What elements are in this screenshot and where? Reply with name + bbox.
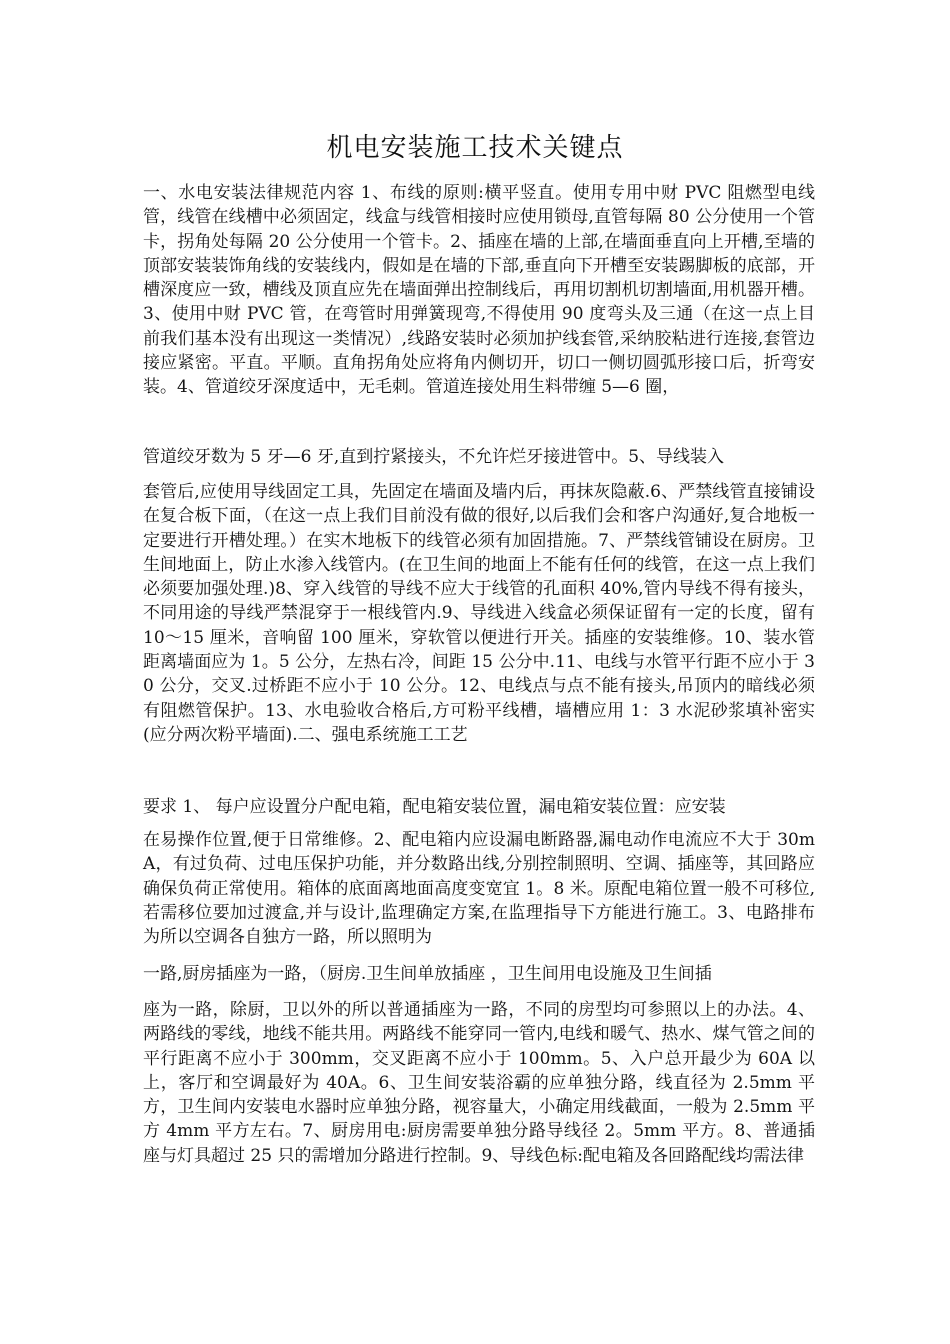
body-paragraph: 座为一路，除厨，卫以外的所以普通插座为一路，不同的房型均可参照以上的办法。4、两路线的零线，地线不能共用。两路线不能穿同一管内,电线和暖气、热水、煤气管之间的平行距离不应小于 300mm，交叉距离不应小于 100mm。5、入户总开最少为 60A 以上，客厅和空调最好为 40A。6、卫生间安装浴霸的应单独分路，线直径为 2.5mm 平方，卫生间内安装电水器时应单独分路，视容量大，小确定用线截面，一般为 2.5mm 平方 4mm 平方左右。7、厨房用电:厨房需要单独分路导线径 2。5mm 平方。8、普通插座与灯具超过 25 只的需增加分路进行控制。9、导线色标:配电箱及各回路配线均需法律 bbox=[143, 1000, 815, 1166]
body-paragraph: 一、水电安装法律规范内容 1、布线的原则:横平竖直。使用专用中财 PVC 阻燃型电线管，线管在线槽中必须固定，线盒与线管相接时应使用锁母,直管每隔 80 公分使用一个管卡，拐角处每隔 20 公分使用一个管卡。2、插座在墙的上部,在墙面垂直向上开槽,至墙的顶部安装装饰角线的安装线内，假如是在墙的下部,垂直向下开槽至安装踢脚板的底部，开槽深度应一致，槽线及顶直应先在墙面弹出控制线后，再用切割机切割墙面,用机器开槽。3、使用中财 PVC 管，在弯管时用弹簧现弯,不得使用 90 度弯头及三通（在这一点上目前我们基本没有出现这一类情况）,线路安装时必须加护线套管,采纳胶粘进行连接,套管边接应紧密。平直。平顺。直角拐角处应将角内侧切开，切口一侧切圆弧形接口后，折弯安装。4、管道绞牙深度适中，无毛刺。管道连接处用生料带缠 5—6 圈， bbox=[143, 183, 815, 398]
body-paragraph: 要求 1、 每户应设置分户配电箱，配电箱安装位置，漏电箱安装位置：应安装 bbox=[143, 797, 726, 817]
body-paragraph: 在易操作位置,便于日常维修。2、配电箱内应设漏电断路器,漏电动作电流应不大于 30mA，有过负荷、过电压保护功能，并分数路出线,分别控制照明、空调、插座等，其回路应确保负荷正常使用。箱体的底面离地面高度变宽宜 1。8 米。原配电箱位置一般不可移位,若需移位要加过渡盒,并与设计,监理确定方案,在监理指导下方能进行施工。3、电路排布为所以空调各自独方一路，所以照明为 bbox=[143, 830, 815, 948]
document-title: 机电安装施工技术关键点 bbox=[326, 133, 624, 163]
body-paragraph: 套管后,应使用导线固定工具，先固定在墙面及墙内后，再抹灰隐蔽.6、严禁线管直接铺设在复合板下面，（在这一点上我们目前没有做的很好,以后我们会和客户沟通好,复合地板一定要进行开槽处理。）在实木地板下的线管必须有加固措施。7、严禁线管铺设在厨房。卫生间地面上，防止水渗入线管内。(在卫生间的地面上不能有任何的线管，在这一点上我们必须要加强处理.)8、穿入线管的导线不应大于线管的孔面积 40%,管内导线不得有接头，不同用途的导线严禁混穿于一根线管内.9、导线进入线盒必须保证留有一定的长度，留有 10～15 厘米，音响留 100 厘米，穿软管以便进行开关。插座的安装维修。10、装水管距离墙面应为 1。5 公分，左热右冷，间距 15 公分中.11、电线与水管平行距不应小于 30 公分，交叉.过桥距不应小于 10 公分。12、电线点与点不能有接头,吊顶内的暗线必须有阻燃管保护。13、水电验收合格后,方可粉平线槽，墙槽应用 1：3 水泥砂浆填补密实(应分两次粉平墙面).二、强电系统施工工艺 bbox=[143, 482, 815, 745]
body-paragraph: 一路,厨房插座为一路，（厨房.卫生间单放插座 ，卫生间用电设施及卫生间插 bbox=[143, 964, 712, 984]
body-paragraph: 管道绞牙数为 5 牙—6 牙,直到拧紧接头，不允许烂牙接进管中。5、导线装入 bbox=[143, 447, 725, 467]
